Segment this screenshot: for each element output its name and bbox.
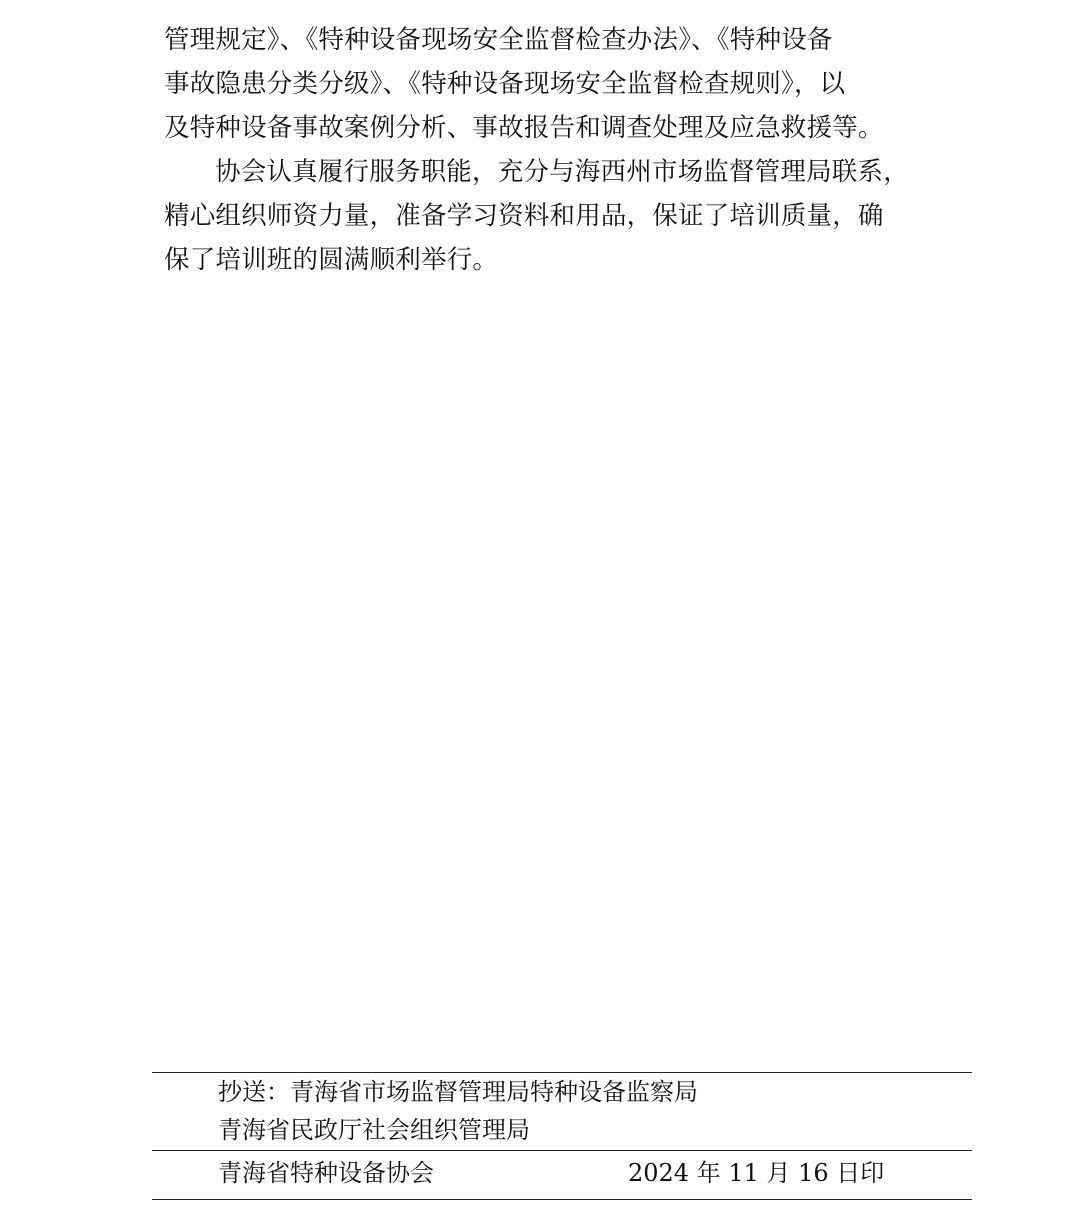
print-date: 2024 年 11 月 16 日印 [628, 1159, 885, 1187]
paragraph-line: 精心组织师资力量，准备学习资料和用品，保证了培训质量，确 [164, 201, 884, 231]
paragraph-line: 及特种设备事故案例分析、事故报告和调查处理及应急救援等。 [164, 113, 884, 143]
paragraph-line: 事故隐患分类分级》、《特种设备现场安全监督检查规则》，以 [164, 69, 846, 99]
footer-middle-rule [152, 1150, 972, 1151]
paragraph-line: 管理规定》、《特种设备现场安全监督检查办法》、《特种设备 [164, 25, 833, 55]
paragraph-line: 保了培训班的圆满顺利举行。 [164, 245, 499, 275]
paragraph-regulations [164, 18, 944, 150]
cc-line: 青海省民政厅社会组织管理局 [218, 1116, 530, 1144]
document-body [164, 18, 944, 282]
paragraph-association-service [164, 150, 944, 282]
issuer-name: 青海省特种设备协会 [218, 1159, 434, 1187]
cc-line: 抄送：青海省市场监督管理局特种设备监察局 [218, 1078, 698, 1106]
cc-recipients [218, 1073, 698, 1149]
paragraph-line: 协会认真履行服务职能，充分与海西州市场监督管理局联系， [215, 157, 909, 187]
footer-bottom-rule [152, 1199, 972, 1200]
